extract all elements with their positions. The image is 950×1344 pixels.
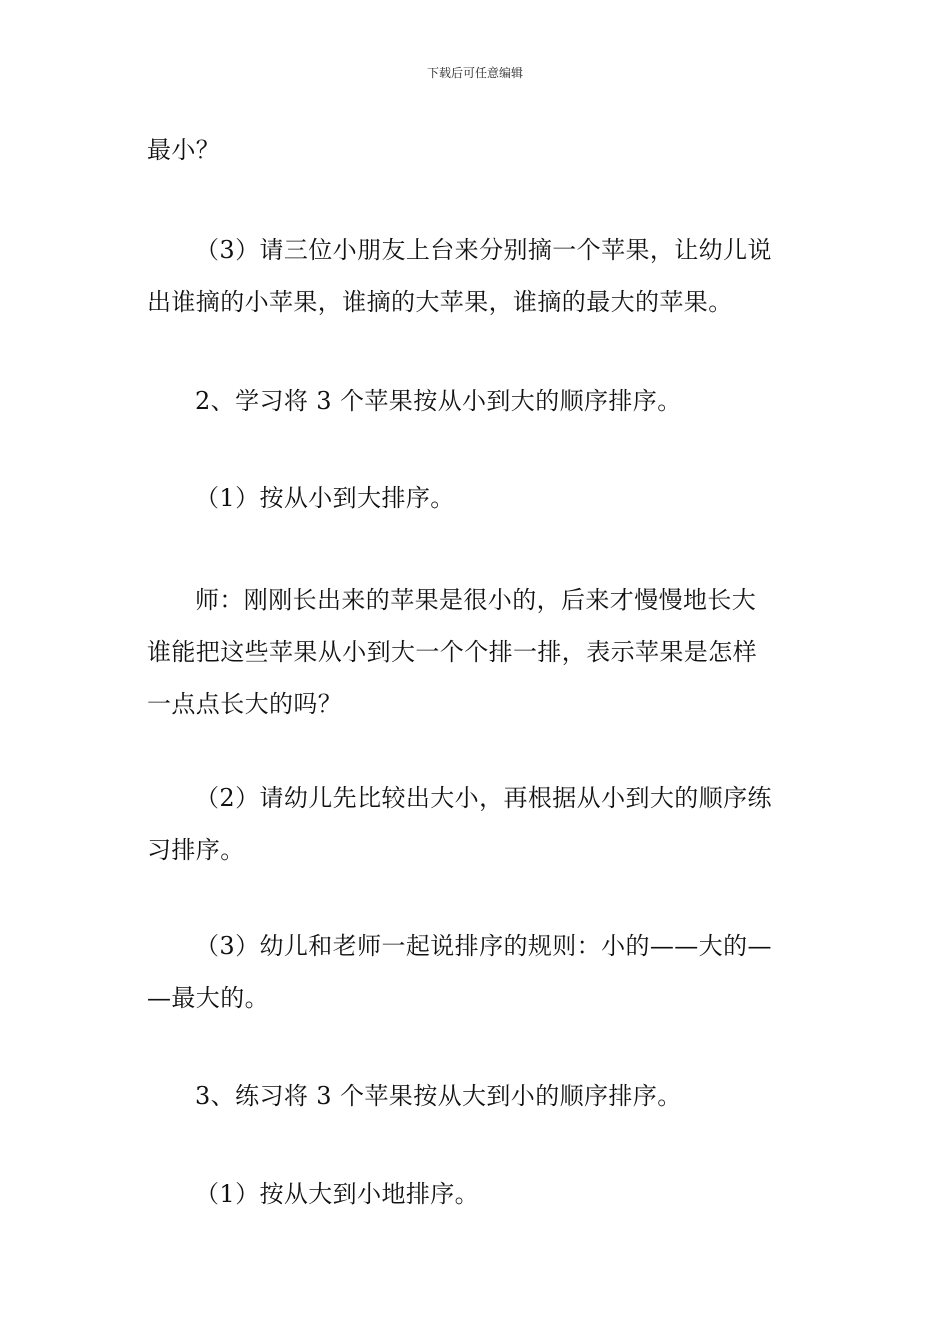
text-line: （2）请幼儿先比较出大小，再根据从小到大的顺序练: [195, 784, 772, 812]
text-line: 2、学习将 3 个苹果按从小到大的顺序排序。: [195, 387, 682, 415]
paragraph-step-1: [147, 472, 809, 524]
text-line: —最大的。: [147, 984, 269, 1012]
paragraph-continuation: [147, 124, 809, 176]
section-heading-3: [147, 1070, 809, 1122]
paragraph-step-3-rules: [147, 920, 809, 1024]
section-heading-2: [147, 375, 809, 427]
text-line: （1）按从大到小地排序。: [195, 1180, 480, 1208]
paragraph-teacher-speech: [147, 574, 809, 730]
text-line: （3）请三位小朋友上台来分别摘一个苹果，让幼儿说: [195, 236, 772, 264]
text-line: 谁能把这些苹果从小到大一个个排一排，表示苹果是怎样: [147, 638, 757, 666]
text-line: 师：刚刚长出来的苹果是很小的，后来才慢慢地长大: [195, 586, 757, 614]
text-line: （1）按从小到大排序。: [195, 484, 455, 512]
text-line: 习排序。: [147, 836, 245, 864]
text-line: 出谁摘的小苹果，谁摘的大苹果，谁摘的最大的苹果。: [147, 288, 733, 316]
paragraph-step-1-descending: [147, 1168, 809, 1220]
text-line: 3、练习将 3 个苹果按从大到小的顺序排序。: [195, 1082, 682, 1110]
text-line: 最小？: [147, 136, 221, 164]
paragraph-step-2: [147, 772, 809, 876]
text-line: 一点点长大的吗？: [147, 690, 343, 718]
text-line: （3）幼儿和老师一起说排序的规则：小的——大的—: [195, 932, 772, 960]
page-header: 下载后可任意编辑: [426, 66, 523, 80]
paragraph-step-3: [147, 224, 809, 328]
